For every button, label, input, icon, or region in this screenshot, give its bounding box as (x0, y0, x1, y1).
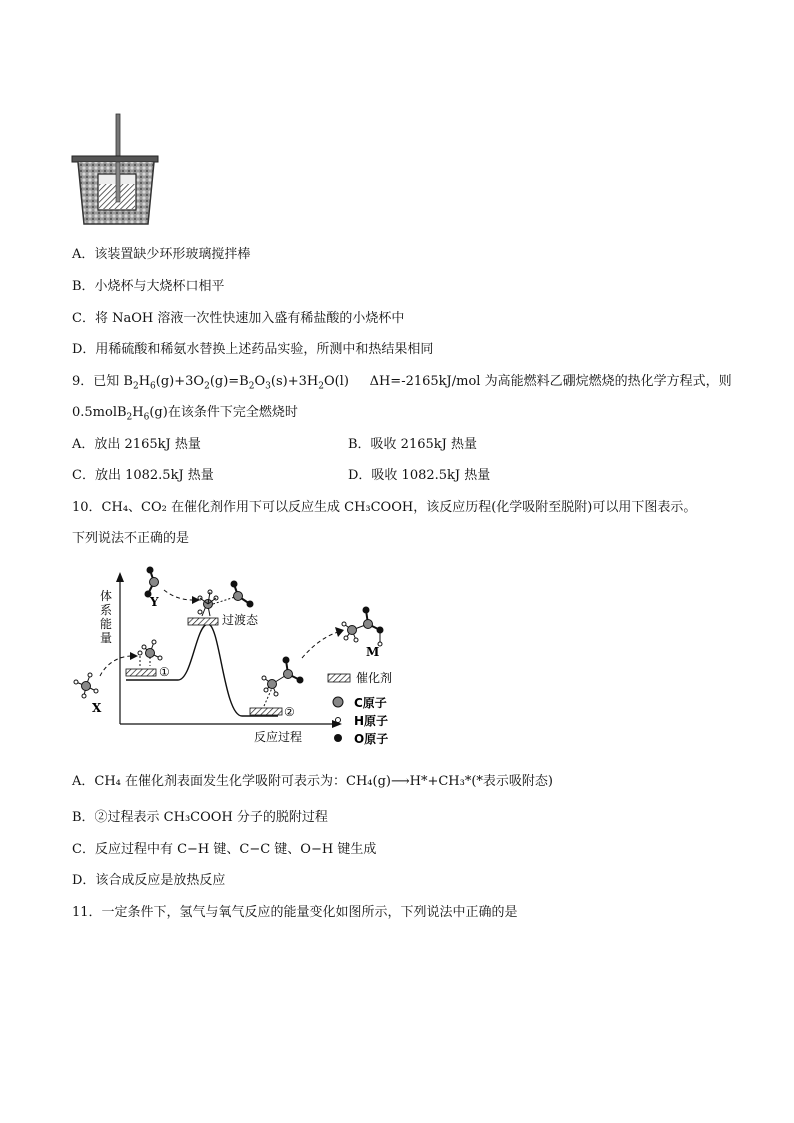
subscript: 6 (143, 412, 150, 423)
legend-o-atom-label: O原子 (354, 732, 389, 746)
legend-h-atom-label: H原子 (354, 714, 389, 728)
subscript: 2 (204, 381, 210, 392)
q10-option-b: B．②过程表示 CH₃COOH 分子的脱附过程 (72, 810, 328, 825)
diagram-legend (328, 670, 392, 746)
legend-c-atom-swatch (333, 697, 343, 707)
q9-text-part: 9．已知 B (72, 374, 133, 389)
molecule-x (74, 673, 98, 698)
arrow-2-to-m (302, 632, 338, 658)
label-x: X (92, 701, 102, 715)
q9-option-b: B．吸收 2165kJ 热量 (348, 437, 477, 452)
q9-option-c: C．放出 1082.5kJ 热量 (72, 468, 214, 483)
q8-option-d: D．用稀硫酸和稀氨水替换上述药品实验，所测中和热结果相同 (72, 342, 434, 357)
subscript: 2 (248, 381, 255, 392)
label-m: M (366, 645, 380, 659)
q9-option-a: A．放出 2165kJ 热量 (72, 437, 201, 452)
label-y: Y (150, 595, 159, 609)
legend-o-atom-swatch (334, 734, 342, 742)
y-axis-label-char: 系 (100, 603, 113, 617)
adsorbed-species-1 (138, 640, 162, 666)
q8-option-b: B．小烧杯与大烧杯口相平 (72, 279, 225, 294)
q9-stem-line1 (72, 373, 732, 396)
legend-catalyst-label: 催化剂 (356, 671, 393, 685)
q9-text-part: O (254, 374, 266, 389)
arrow-x-to-1-head (130, 652, 138, 660)
step-1-label: ① (159, 665, 170, 679)
catalyst-slab-2 (250, 708, 282, 715)
q11-stem: 11．一定条件下，氢气与氧气反应的能量变化如图所示，下列说法中正确的是 (72, 905, 518, 920)
legend-h-atom-swatch (336, 718, 341, 723)
x-axis-label: 反应过程 (254, 730, 303, 744)
reaction-energy-diagram (70, 560, 410, 750)
arrow-2-to-m-head (335, 627, 344, 637)
transition-state-species (198, 581, 254, 617)
q10-option-c: C．反应过程中有 C−H 键、C−C 键、O−H 键生成 (72, 842, 377, 857)
q8-option-c: C．将 NaOH 溶液一次性快速加入盛有稀盐酸的小烧杯中 (72, 311, 405, 326)
y-axis-label-char: 量 (100, 631, 113, 645)
subscript: 2 (132, 381, 139, 392)
arrow-y-to-ts (164, 590, 194, 600)
subscript: 2 (318, 381, 324, 392)
subscript: 6 (150, 381, 156, 392)
molecule-y (145, 567, 159, 598)
q10-stem-line2: 下列说法不正确的是 (72, 531, 190, 546)
q9-delta-h: ΔH=-2165kJ/mol 为高能燃料乙硼烷燃烧的热化学方程式，则 (369, 374, 732, 389)
q9-text-part: (g)=B (209, 374, 249, 389)
q9-text-part: H (138, 374, 151, 389)
step-2-label: ② (284, 705, 295, 719)
legend-catalyst-swatch (328, 674, 350, 682)
q9-stem-line2 (72, 404, 298, 427)
y-axis-arrow (116, 572, 124, 582)
catalyst-slab-1 (126, 669, 156, 676)
q9-text-part: (s)+3H (270, 374, 319, 389)
molecule-m (342, 607, 384, 647)
q9-text-part: O(l) (323, 374, 349, 389)
q10-option-d: D．该合成反应是放热反应 (72, 873, 226, 888)
subscript: 2 (126, 412, 133, 423)
catalyst-slab-ts (188, 618, 218, 625)
y-axis-label-char: 体 (100, 589, 113, 603)
calorimeter-figure (70, 112, 162, 230)
y-axis-label-char: 能 (100, 617, 113, 631)
q8-option-a: A．该装置缺少环形玻璃搅拌棒 (72, 247, 251, 262)
q9-text-part: H (132, 405, 144, 420)
q10-option-a: A．CH₄ 在催化剂表面发生化学吸附可表示为：CH₄(g)⟶H*+CH₃*(*表示吸附态) (72, 774, 553, 789)
q9-text-part: (g)+3O (155, 374, 205, 389)
q9-text-part: (g)在该条件下完全燃烧时 (149, 405, 298, 420)
q9-option-d: D．吸收 1082.5kJ 热量 (348, 468, 491, 483)
legend-c-atom-label: C原子 (354, 696, 387, 710)
q9-text-part: 0.5molB (72, 405, 127, 420)
adsorbed-species-2 (262, 657, 304, 707)
transition-state-label: 过渡态 (222, 613, 259, 627)
q10-stem-line1: 10．CH₄、CO₂ 在催化剂作用下可以反应生成 CH₃COOH，该反应历程(化学吸附至脱附)可以用下图表示。 (72, 500, 697, 515)
subscript: 3 (265, 381, 271, 392)
